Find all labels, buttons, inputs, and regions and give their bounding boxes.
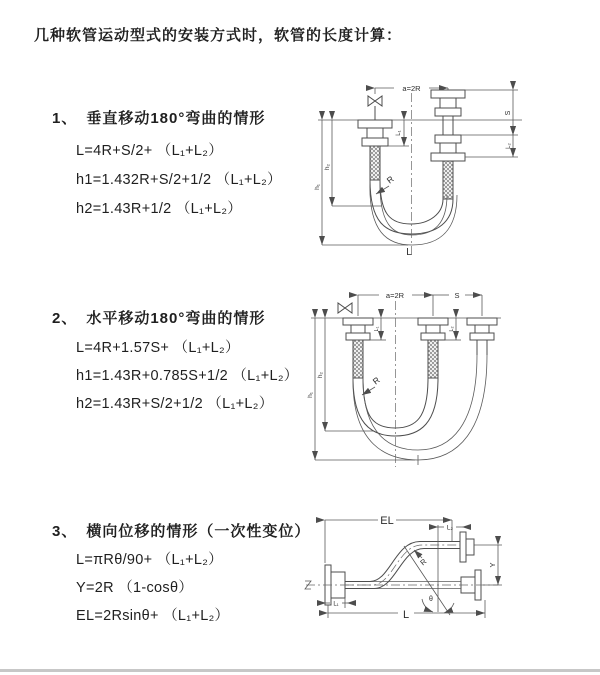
dim-label-l2: L₂ (506, 143, 512, 149)
formula-2-L: L=4R+1.57S+ （L₁+L₂） (76, 340, 240, 356)
formula-1-h2: h2=1.43R+1/2 （L₁+L₂） (76, 201, 243, 217)
dim-label-l: L (406, 247, 412, 258)
dim-l2 (430, 525, 470, 532)
dim-label-a2r: a=2R (402, 84, 421, 93)
formula-3-Y: Y=2R （1-cosθ） (76, 580, 194, 596)
braided-hose-section (353, 340, 363, 378)
section-2-title: 水平移动180°弯曲的情形 (86, 310, 266, 327)
left-flange-fitting (358, 120, 392, 180)
dim-s-l2 (461, 90, 518, 157)
braided-hose-section (370, 146, 380, 180)
dim-label-a2r: a=2R (385, 291, 405, 300)
section-2-number: 2、 (52, 310, 78, 327)
left-flange-fitting (343, 318, 373, 378)
dim-el (325, 515, 452, 563)
dim-label-y: Y (488, 562, 497, 568)
dim-label-l1: L₁ (396, 130, 402, 136)
dim-label-l: L (402, 609, 410, 621)
section-1-heading (52, 107, 265, 128)
dim-span-a2r-s (358, 291, 482, 316)
section-3-title: 横向位移的情形（一次性变位） (86, 523, 311, 540)
diagram-horizontal-180-bend (305, 283, 600, 475)
dim-label-h1: h₁ (314, 184, 321, 190)
formula-2-h1: h1=1.43R+0.785S+1/2 （L₁+L₂） (76, 368, 299, 384)
upper-right-flange (460, 532, 474, 562)
dim-label-s: S (505, 110, 512, 116)
diagram-vertical-180-bend (310, 75, 600, 263)
right-flange-fitting (431, 90, 465, 199)
page-title: 几种软管运动型式的安装方式时，软管的长度计算： (34, 27, 403, 44)
formula-2-h2: h2=1.43R+S/2+1/2 （L₁+L₂） (76, 396, 274, 412)
dim-label-h1: h₁ (307, 392, 314, 398)
braided-hose-section (428, 340, 438, 378)
formula-1-h1: h1=1.432R+S/2+1/2 （L₁+L₂） (76, 172, 282, 188)
dim-label-h2: h₂ (324, 163, 331, 171)
dim-label-l1: L₁ (333, 601, 339, 608)
dim-label-theta: θ (429, 596, 433, 603)
braided-hose-section (443, 161, 453, 199)
middle-flange-fitting (418, 318, 448, 378)
section-2-heading (52, 307, 265, 328)
scan-edge (0, 669, 600, 672)
dim-label-l2: L₂ (449, 326, 455, 332)
formula-3-L: L=πRθ/90+ （L₁+L₂） (76, 552, 223, 568)
section-3-heading (52, 520, 310, 541)
dim-l1 (318, 598, 355, 608)
section-1-title: 垂直移动180°弯曲的情形 (86, 110, 266, 127)
formula-3-EL: EL=2Rsinθ+ （L₁+L₂） (76, 608, 230, 624)
dim-label-r: R (418, 556, 429, 568)
dim-label-r: R (384, 173, 396, 186)
hose-curves (353, 355, 487, 460)
dim-label-l1: L₁ (374, 326, 380, 332)
dim-label-r: R (370, 374, 382, 387)
section-1-number: 1、 (52, 110, 78, 127)
valve-icon (368, 96, 382, 120)
dim-label-el: EL (380, 515, 394, 527)
formula-1-L: L=4R+S/2+ （L₁+L₂） (76, 143, 224, 159)
section-3-number: 3、 (52, 523, 78, 540)
angle-theta-construction (404, 525, 454, 615)
valve-icon (338, 303, 352, 313)
dim-r (362, 375, 382, 395)
dim-label-l2: L₂ (446, 524, 454, 532)
dim-label-s: S (454, 291, 460, 300)
dim-label-h2: h₂ (317, 371, 324, 379)
diagram-lateral-displacement (298, 500, 600, 642)
right-flange-fitting (467, 318, 497, 355)
